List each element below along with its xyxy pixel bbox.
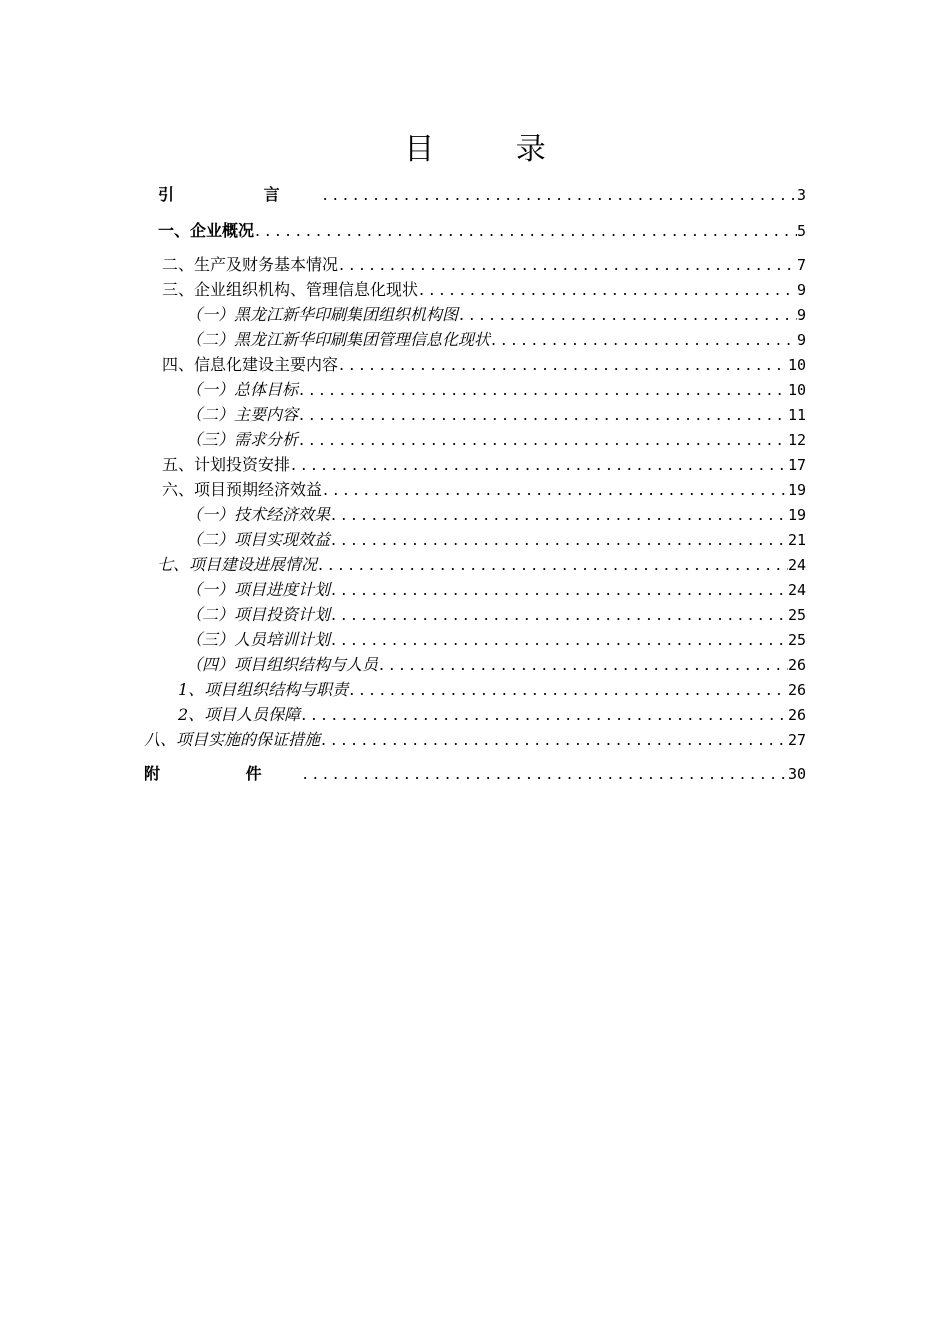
toc-entry-page: 27 — [787, 731, 806, 749]
toc-entry[interactable] — [186, 629, 806, 651]
dot-leader — [322, 479, 788, 501]
toc-entry-label: （二）项目实现效益 — [186, 530, 331, 549]
toc-entry-page: 26 — [787, 681, 806, 699]
toc-entry-page: 24 — [787, 581, 806, 599]
toc-entry[interactable] — [144, 763, 806, 785]
dot-leader — [298, 379, 788, 401]
toc-entry-page: 9 — [796, 306, 806, 324]
toc-entry-label: （二）项目投资计划 — [186, 605, 331, 624]
toc-entry-label: 三、企业组织机构、管理信息化现状 — [162, 280, 419, 299]
dot-leader — [330, 504, 788, 526]
toc-entry-page: 25 — [787, 606, 806, 624]
toc-entry[interactable] — [162, 479, 806, 501]
dot-leader — [330, 629, 788, 651]
toc-entry-page: 9 — [796, 281, 806, 299]
toc-entry-page: 3 — [796, 186, 806, 204]
toc-entry-page: 19 — [787, 506, 806, 524]
toc-entry-page: 30 — [787, 765, 806, 783]
toc-entry-label: 八、项目实施的保证措施 — [144, 730, 321, 749]
dot-leader — [317, 554, 788, 576]
toc-entry-label: 五、计划投资安排 — [162, 455, 291, 474]
toc-entry-label: （二）主要内容 — [186, 405, 299, 424]
dot-leader — [338, 254, 797, 276]
toc-entry[interactable] — [186, 304, 806, 326]
dot-leader — [348, 679, 788, 701]
toc-entry[interactable] — [162, 454, 806, 476]
toc-entry-label: 一、企业概况 — [158, 221, 255, 240]
toc-entry-label: （一）黑龙江新华印刷集团组织机构图 — [186, 305, 459, 324]
dot-leader — [338, 354, 788, 376]
dot-leader — [378, 654, 788, 676]
toc-entry[interactable] — [178, 679, 806, 701]
toc-entry-page: 21 — [787, 531, 806, 549]
dot-leader — [330, 529, 788, 551]
toc-entry-page: 7 — [796, 256, 806, 274]
toc-entry[interactable] — [186, 604, 806, 626]
toc-entry-page: 12 — [787, 431, 806, 449]
toc-entry-label: 二、生产及财务基本情况 — [162, 255, 339, 274]
dot-leader — [330, 579, 788, 601]
dot-leader — [300, 704, 788, 726]
toc-entry[interactable] — [186, 504, 806, 526]
toc-entry[interactable] — [186, 379, 806, 401]
toc-entry-label: （一）技术经济效果 — [186, 505, 331, 524]
toc-entry-page: 11 — [787, 406, 806, 424]
dot-leader — [290, 454, 788, 476]
toc-entry-label: 附 件 — [144, 764, 302, 783]
toc-entry[interactable] — [186, 529, 806, 551]
dot-leader — [330, 604, 788, 626]
toc-entry[interactable] — [186, 429, 806, 451]
toc-entry-label: 1、项目组织结构与职责 — [178, 680, 349, 699]
toc-entry-label: 2、项目人员保障 — [178, 705, 301, 724]
toc-entry-label: 六、项目预期经济效益 — [162, 480, 323, 499]
toc-entry[interactable] — [186, 404, 806, 426]
toc-entry-page: 5 — [796, 222, 806, 240]
dot-leader — [302, 763, 788, 785]
toc-entry[interactable] — [144, 729, 806, 751]
toc-entry-page: 26 — [787, 656, 806, 674]
dot-leader — [418, 279, 797, 301]
toc-entry-page: 25 — [787, 631, 806, 649]
toc-entry[interactable] — [162, 354, 806, 376]
dot-leader — [458, 304, 797, 326]
toc-entry-label: 七、项目建设进展情况 — [157, 555, 318, 574]
toc-entry[interactable] — [158, 220, 806, 242]
dot-leader — [320, 729, 788, 751]
toc-entry-page: 24 — [787, 556, 806, 574]
toc-entry-label: （三）人员培训计划 — [186, 630, 331, 649]
toc-entry[interactable] — [158, 184, 806, 206]
toc-entry[interactable] — [186, 329, 806, 351]
toc-entry-label: 四、信息化建设主要内容 — [162, 355, 339, 374]
toc-entry-label: 引 言 — [158, 185, 322, 204]
dot-leader — [322, 184, 797, 206]
toc-entry[interactable] — [186, 579, 806, 601]
dot-leader — [298, 429, 788, 451]
toc-entry-label: （二）黑龙江新华印刷集团管理信息化现状 — [186, 330, 491, 349]
toc-entry-page: 10 — [787, 381, 806, 399]
toc-entry[interactable] — [162, 279, 806, 301]
toc-entry-label: （一）总体目标 — [186, 380, 299, 399]
dot-leader — [490, 329, 797, 351]
toc-entry[interactable] — [162, 254, 806, 276]
toc-entry-label: （一）项目进度计划 — [186, 580, 331, 599]
toc-entry-page: 17 — [787, 456, 806, 474]
dot-leader — [298, 404, 788, 426]
toc-entry-page: 9 — [796, 331, 806, 349]
dot-leader — [254, 220, 797, 242]
page-title: 目 录 — [404, 132, 582, 167]
toc-entry[interactable] — [186, 654, 806, 676]
toc-entry-page: 26 — [787, 706, 806, 724]
toc-entry[interactable] — [157, 554, 806, 576]
toc-entry[interactable] — [178, 704, 806, 726]
toc-entry-page: 10 — [787, 356, 806, 374]
toc-entry-label: （三）需求分析 — [186, 430, 299, 449]
toc-entry-page: 19 — [787, 481, 806, 499]
toc-entry-label: （四）项目组织结构与人员 — [186, 655, 379, 674]
